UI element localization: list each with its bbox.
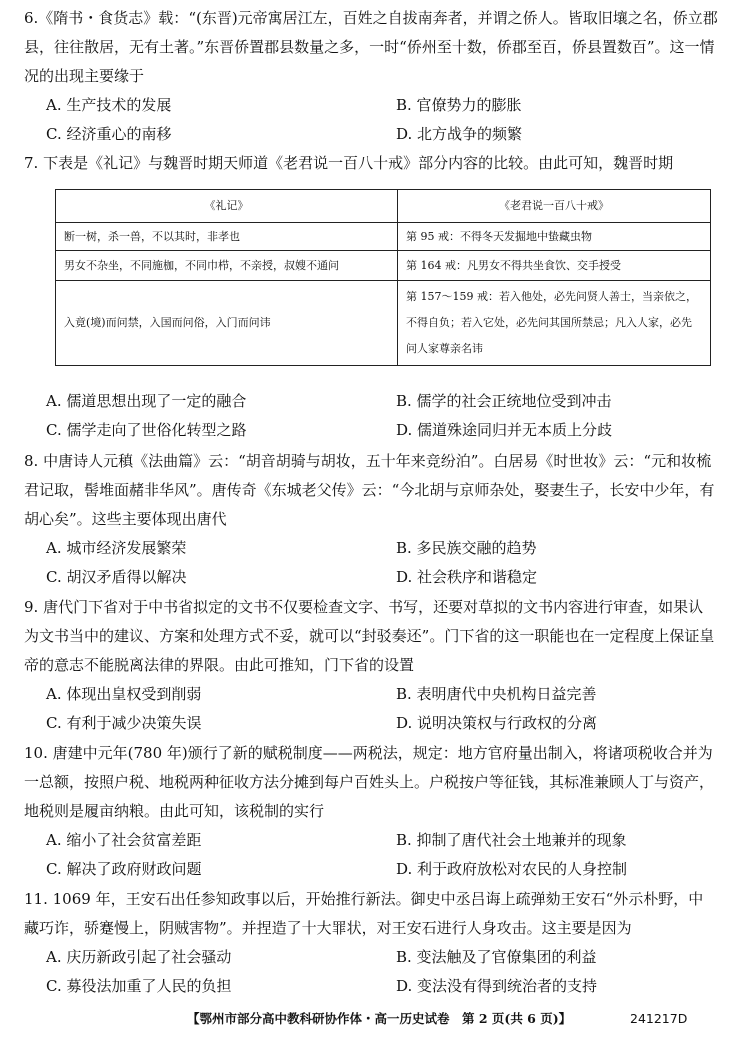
option-c[interactable]: C. 儒学走向了世俗化转型之路	[46, 421, 247, 439]
question-11-options	[24, 943, 718, 1001]
footer-code: 241217D	[630, 1011, 688, 1026]
question-9-stem: 9. 唐代门下省对于中书省拟定的文书不仅要检查文字、书写，还要对草拟的文书内容进行审查，如果认为文书当中的建议、方案和处理方式不妥，就可以“封驳奏还”。门下省的这一职能也在一定程度上保证皇帝的意志不能脱离法律的界限。由此可推知，门下省的设置	[24, 598, 715, 674]
question-11	[24, 885, 718, 1001]
question-7	[24, 149, 718, 178]
table-header-cell: 《礼记》	[56, 190, 398, 223]
comparison-table	[55, 189, 711, 366]
option-c[interactable]: C. 募役法加重了人民的负担	[46, 977, 232, 995]
option-d[interactable]: D. 说明决策权与行政权的分离	[396, 714, 598, 732]
page-footer	[0, 1007, 739, 1031]
option-c[interactable]: C. 有利于减少决策失误	[46, 714, 202, 732]
question-6-stem: 6.《隋书・食货志》载：“(东晋)元帝寓居江左，百姓之自拔南奔者，并谓之侨人。皆取旧壤之名，侨立郡县，往往散居，无有土著。”东晋侨置郡县数量之多，一时“侨州至十数，侨郡至百，侨县置数百”。这一情况的出现主要缘于	[24, 9, 718, 85]
question-9-options	[24, 680, 718, 738]
question-10-stem: 10. 唐建中元年(780 年)颁行了新的赋税制度——两税法，规定：地方官府量出制入，将诸项税收合并为一总额，按照户税、地税两种征收方法分摊到每户百姓头上。户税按户等征钱，其标准兼顾人丁与资产，地税则是履亩纳粮。由此可知，该税制的实行	[24, 744, 715, 820]
footer-title: 【鄂州市部分高中教科研协作体・高一历史试卷 第 2 页(共 6 页)】	[187, 1011, 572, 1026]
question-7-stem: 7. 下表是《礼记》与魏晋时期天师道《老君说一百八十戒》部分内容的比较。由此可知，魏晋时期	[24, 154, 674, 172]
table-header-row	[56, 190, 711, 223]
option-a[interactable]: A. 庆历新政引起了社会骚动	[46, 948, 232, 966]
option-c[interactable]: C. 解决了政府财政问题	[46, 860, 202, 878]
option-d[interactable]: D. 儒道殊途同归并无本质上分歧	[396, 421, 613, 439]
option-b[interactable]: B. 抑制了唐代社会土地兼并的现象	[396, 831, 627, 849]
question-7-options	[24, 387, 718, 445]
table-cell: 男女不杂坐，不同施枷，不同巾栉，不亲授，叔嫂不通问	[56, 251, 398, 281]
option-d[interactable]: D. 社会秩序和谐稳定	[396, 568, 538, 586]
question-11-stem: 11. 1069 年，王安石出任参知政事以后，开始推行新法。御史中丞吕诲上疏弹劾王安石“外示朴野，中藏巧诈，骄蹇慢上，阴贼害物”。并捏造了十大罪状，对王安石进行人身攻击。这主要是因为	[24, 890, 704, 937]
question-6-options	[24, 91, 718, 149]
option-b[interactable]: B. 多民族交融的趋势	[396, 539, 537, 557]
question-8	[24, 447, 718, 592]
table-cell: 第 157～159 戒：若入他处，必先问贤人善士，当亲依之，不得自负；若入它处，必先问其国所禁忌；凡入人家，必先问人家尊亲名讳	[398, 281, 711, 366]
option-b[interactable]: B. 表明唐代中央机构日益完善	[396, 685, 597, 703]
question-10	[24, 739, 718, 884]
question-7-options-block	[24, 387, 718, 445]
question-9	[24, 593, 718, 738]
question-6	[24, 4, 718, 149]
option-d[interactable]: D. 北方战争的频繁	[396, 125, 523, 143]
table-header-cell: 《老君说一百八十戒》	[398, 190, 711, 223]
question-8-options	[24, 534, 718, 592]
option-a[interactable]: A. 儒道思想出现了一定的融合	[46, 392, 247, 410]
question-10-options	[24, 826, 718, 884]
table-cell: 第 164 戒：凡男女不得共坐食饮、交手授受	[398, 251, 711, 281]
option-d[interactable]: D. 变法没有得到统治者的支持	[396, 977, 598, 995]
option-b[interactable]: B. 变法触及了官僚集团的利益	[396, 948, 597, 966]
table-row	[56, 251, 711, 281]
option-d[interactable]: D. 利于政府放松对农民的人身控制	[396, 860, 628, 878]
table-cell: 断一树，杀一兽，不以其时，非孝也	[56, 223, 398, 251]
table-cell: 第 95 戒：不得冬天发掘地中蛰藏虫物	[398, 223, 711, 251]
option-b[interactable]: B. 官僚势力的膨胀	[396, 96, 522, 114]
option-b[interactable]: B. 儒学的社会正统地位受到冲击	[396, 392, 612, 410]
option-a[interactable]: A. 体现出皇权受到削弱	[46, 685, 202, 703]
option-a[interactable]: A. 生产技术的发展	[46, 96, 172, 114]
table-row	[56, 223, 711, 251]
option-a[interactable]: A. 缩小了社会贫富差距	[46, 831, 202, 849]
table-row	[56, 281, 711, 366]
option-c[interactable]: C. 经济重心的南移	[46, 125, 172, 143]
option-c[interactable]: C. 胡汉矛盾得以解决	[46, 568, 187, 586]
option-a[interactable]: A. 城市经济发展繁荣	[46, 539, 187, 557]
table-cell: 入竟(境)而问禁，入国而问俗，入门而问讳	[56, 281, 398, 366]
question-8-stem: 8. 中唐诗人元稹《法曲篇》云：“胡音胡骑与胡妆，五十年来竞纷泊”。白居易《时世妆》云：“元和妆梳君记取，髻堆面赭非华风”。唐传奇《东城老父传》云：“今北胡与京师杂处，娶妻生子，长安中少年，有胡心矣”。这些主要体现出唐代	[24, 452, 715, 528]
